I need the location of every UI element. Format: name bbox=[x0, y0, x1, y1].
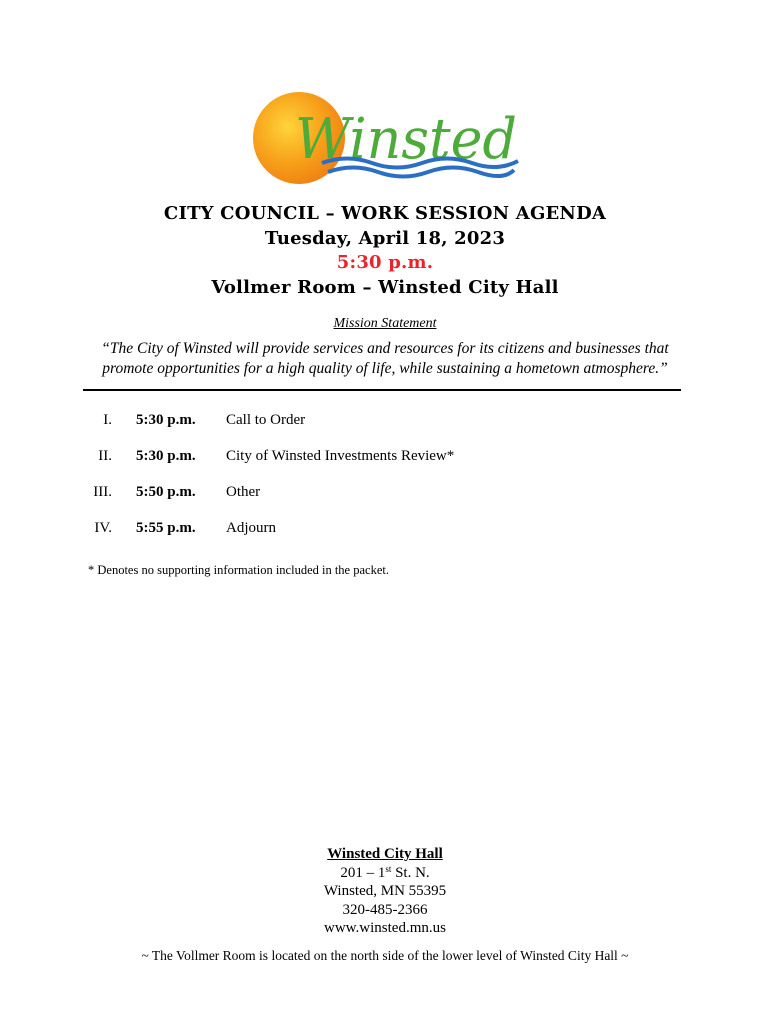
agenda-list bbox=[0, 412, 770, 556]
sun-icon bbox=[250, 90, 525, 186]
contact-address: 201 – 1st St. N. bbox=[340, 863, 430, 881]
contact-city: Winsted, MN 55395 bbox=[323, 883, 447, 899]
agenda-item bbox=[0, 412, 770, 448]
mission-line-1: “The City of Winsted will provide services and resources for its citizens and businesses that bbox=[101, 340, 669, 357]
agenda-item-title: Call to Order bbox=[226, 412, 306, 428]
agenda-item-title: Adjourn bbox=[226, 520, 276, 536]
mission-statement bbox=[0, 339, 770, 379]
agenda-header bbox=[0, 202, 770, 300]
agenda-item-number: IV. bbox=[94, 520, 112, 536]
divider bbox=[83, 389, 681, 391]
agenda-item-title: Other bbox=[226, 484, 261, 500]
agenda-item-time: 5:50 p.m. bbox=[136, 484, 196, 500]
agenda-item-number: I. bbox=[103, 412, 112, 428]
meeting-title: CITY COUNCIL – WORK SESSION AGENDA bbox=[163, 203, 607, 224]
contact-block bbox=[0, 845, 770, 938]
agenda-item bbox=[0, 484, 770, 520]
contact-website: www.winsted.mn.us bbox=[324, 920, 446, 936]
footnote: * Denotes no supporting information included in the packet. bbox=[88, 563, 389, 577]
agenda-item bbox=[0, 520, 770, 556]
agenda-item bbox=[0, 448, 770, 484]
meeting-location: Vollmer Room – Winsted City Hall bbox=[211, 276, 559, 298]
agenda-item-time: 5:30 p.m. bbox=[136, 412, 196, 428]
agenda-item-number: II. bbox=[98, 448, 112, 464]
meeting-date: Tuesday, April 18, 2023 bbox=[264, 227, 506, 249]
mission-line-2: promote opportunities for a high quality of life, while sustaining a hometown atmosphere.” bbox=[102, 360, 668, 377]
agenda-item-title: City of Winsted Investments Review* bbox=[226, 448, 455, 464]
meeting-time: 5:30 p.m. bbox=[336, 252, 434, 273]
winsted-logo bbox=[250, 90, 525, 186]
svg-text:Winsted: Winsted bbox=[295, 107, 517, 172]
contact-org: Winsted City Hall bbox=[327, 846, 443, 862]
location-note: ~ The Vollmer Room is located on the north side of the lower level of Winsted City Hall ~ bbox=[141, 948, 629, 963]
agenda-item-number: III. bbox=[93, 484, 112, 500]
contact-phone: 320-485-2366 bbox=[342, 901, 428, 918]
mission-label: Mission Statement bbox=[333, 316, 437, 331]
agenda-item-time: 5:30 p.m. bbox=[136, 448, 196, 464]
agenda-item-time: 5:55 p.m. bbox=[136, 520, 196, 536]
